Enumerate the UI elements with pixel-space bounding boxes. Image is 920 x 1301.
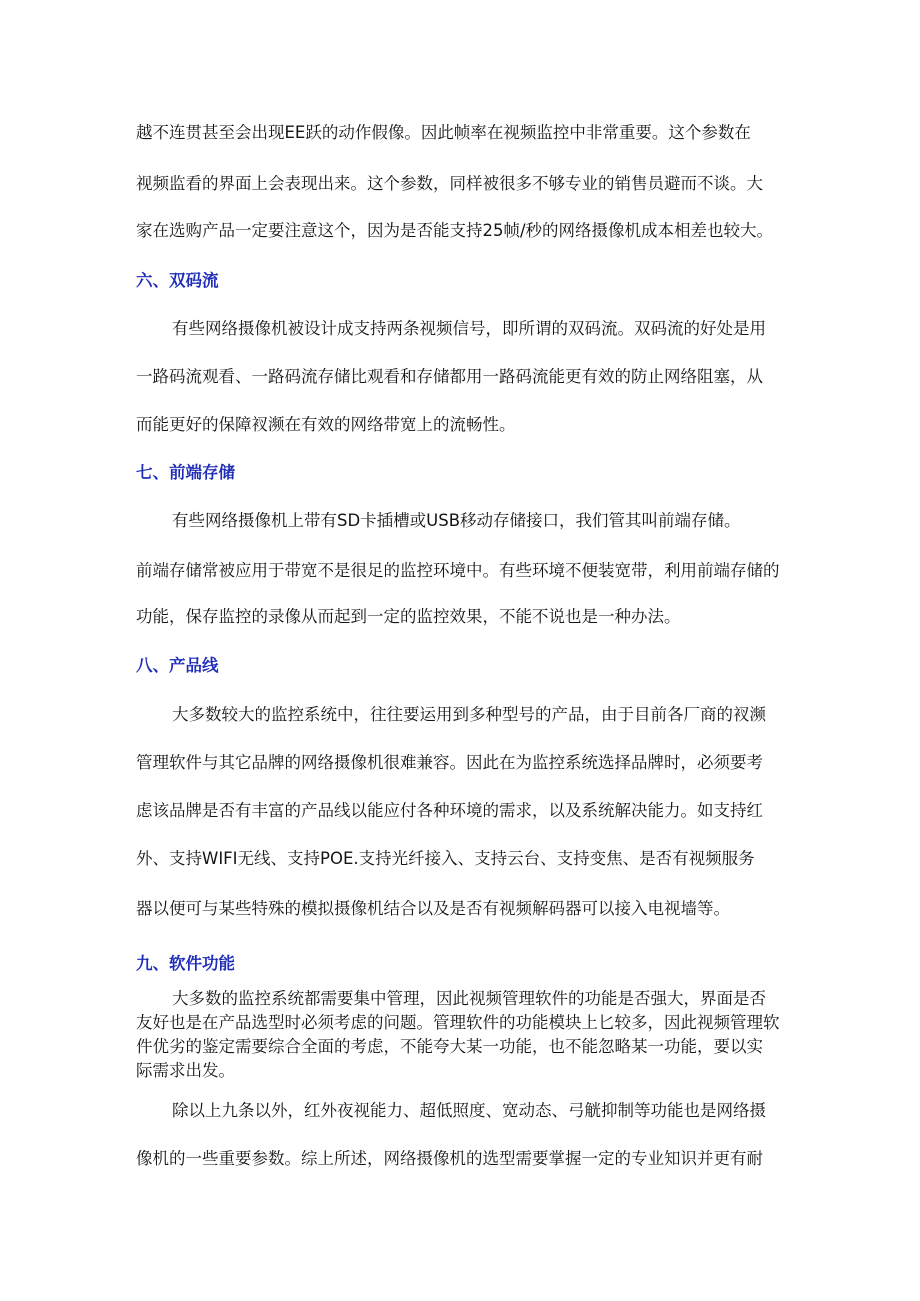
section-heading-9: 九、软件功能 [136, 954, 235, 973]
section8-line-1: 大多数较大的监控系统中，往往要运用到多种型号的产品，由于目前各厂商的衩濒 [172, 705, 766, 724]
section9-line-4: 际需求出发。 [136, 1061, 235, 1080]
intro-line-1: 越不连贯甚至会出现EE跃的动作假像。因此帧率在视频监控中非常重要。这个参数在 [136, 123, 751, 142]
section8-line-2: 管理软件与其它品牌的网络摄像机很难兼容。因此在为监控系统选择品牌时，必须要考 [136, 753, 763, 772]
section9-line-2: 友好也是在产品选型时必须考虑的问题。管理软件的功能模块上匕较多，因此视频管理软 [136, 1013, 780, 1032]
section8-line-4: 外、支持WIFI无线、支持POE.支持光纤接入、支持云台、支持变焦、是否有视频服务 [136, 849, 755, 868]
section-heading-6: 六、双码流 [136, 271, 219, 290]
section7-line-2: 前端存储常被应用于带宽不是很足的监控环境中。有些环境不便装宽带，利用前端存储的 [136, 561, 780, 580]
section7-line-3: 功能，保存监控的录像从而起到一定的监控效果，不能不说也是一种办法。 [136, 607, 681, 626]
section6-line-1: 有些网络摄像机被设计成支持两条视频信号，即所谓的双码流。双码流的好处是用 [172, 319, 766, 338]
section6-line-3: 而能更好的保障衩濒在有效的网络带宽上的流畅性。 [136, 415, 516, 434]
section6-line-2: 一路码流观看、一路码流存储比观看和存储都用一路码流能更有效的防止网络阻塞，从 [136, 367, 763, 386]
intro-line-3: 家在选购产品一定要注意这个，因为是否能支持25帧/秒的网络摄像机成本相差也较大。 [136, 221, 774, 240]
intro-line-2: 视频监看的界面上会表现出来。这个参数，同样被很多不够专业的销售员避而不谈。大 [136, 174, 763, 193]
section9-line-3: 件优劣的鉴定需要综合全面的考虑，不能夸大某一功能，也不能忽略某一功能，要以实 [136, 1037, 763, 1056]
section8-line-3: 虑该品牌是否有丰富的产品线以能应付各种环境的需求，以及系统解决能力。如支持红 [136, 801, 763, 820]
section-heading-7: 七、前端存储 [136, 463, 235, 482]
section9-line-1: 大多数的监控系统都需要集中管理，因此视频管理软件的功能是否强大，界面是否 [172, 989, 766, 1008]
section-heading-8: 八、产品线 [136, 656, 219, 675]
conclusion-line-2: 像机的一些重要参数。综上所述，网络摄像机的选型需要掌握一定的专业知识并更有耐 [136, 1149, 763, 1168]
conclusion-line-1: 除以上九条以外，红外夜视能力、超低照度、宽动态、弓觥抑制等功能也是网络摄 [172, 1101, 766, 1120]
section8-line-5: 器以便可与某些特殊的模拟摄像机结合以及是否有视频解码器可以接入电视墙等。 [136, 899, 730, 918]
section7-line-1: 有些网络摄像机上带有SD卡插槽或USB移动存储接口，我们管其叫前端存储。 [172, 511, 741, 530]
